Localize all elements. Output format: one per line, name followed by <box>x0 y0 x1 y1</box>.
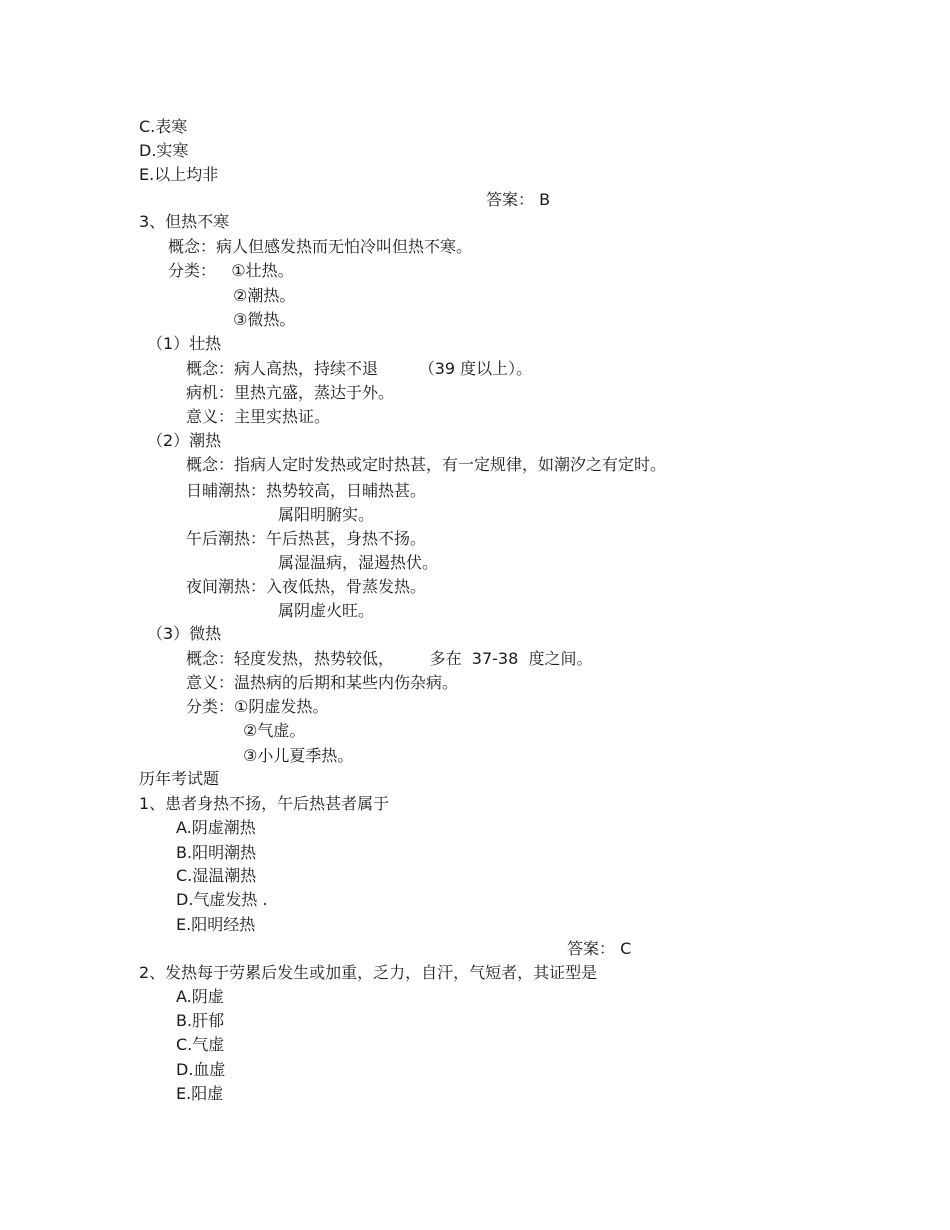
q1-option-b: B.阳明潮热 <box>176 843 257 862</box>
q2-option-b: B.肝郁 <box>176 1011 225 1030</box>
past-exam-heading: 历年考试题 <box>139 769 220 788</box>
answer-1: 答案： B <box>486 190 551 209</box>
definition-line: 概念：病人但感发热而无怕冷叫但热不寒。 <box>168 237 473 256</box>
q1-option-c: C.湿温潮热 <box>176 866 257 885</box>
subsection-heading-chaore: （2）潮热 <box>147 431 222 450</box>
yejian-chaore: 夜间潮热：入夜低热，骨蒸发热。 <box>186 577 427 596</box>
ribu-chaore-attribution: 属阳明腑实。 <box>278 505 375 524</box>
q2-option-c: C.气虚 <box>176 1035 225 1054</box>
option-c-biaohan: C.表寒 <box>139 117 188 136</box>
q2-option-a: A.阴虚 <box>176 987 224 1006</box>
option-e-none: E.以上均非 <box>139 165 219 184</box>
option-d-shihan: D.实寒 <box>139 141 189 160</box>
weire-significance: 意义：温热病的后期和某些内伤杂病。 <box>186 673 459 692</box>
chaore-definition: 概念：指病人定时发热或定时热甚，有一定规律，如潮汐之有定时。 <box>186 455 667 474</box>
classification-item-2: ②潮热。 <box>233 286 296 305</box>
q2-option-d: D.血虚 <box>176 1060 226 1079</box>
classification-item-3: ③微热。 <box>233 310 296 329</box>
subsection-heading-weire: （3）微热 <box>147 624 222 643</box>
zhuangre-definition: 概念：病人高热，持续不退 （39 度以上）。 <box>186 359 533 378</box>
wuhou-chaore: 午后潮热：午后热甚，身热不扬。 <box>186 529 427 548</box>
ribu-chaore: 日晡潮热：热势较高，日晡热甚。 <box>186 481 427 500</box>
zhuangre-pathogenesis: 病机：里热亢盛，蒸达于外。 <box>186 383 395 402</box>
q2-option-e: E.阳虚 <box>176 1084 224 1103</box>
q1-option-d: D.气虚发热 . <box>176 890 268 909</box>
weire-classification-item-2: ②气虚。 <box>243 721 306 740</box>
weire-classification-item-3: ③小儿夏季热。 <box>243 746 354 765</box>
answer-2: 答案： C <box>567 939 632 958</box>
q1-option-e: E.阳明经热 <box>176 915 256 934</box>
question-1: 1、患者身热不扬，午后热甚者属于 <box>139 794 390 813</box>
yejian-chaore-attribution: 属阴虚火旺。 <box>278 601 375 620</box>
classification-line: 分类： ①壮热。 <box>168 261 294 280</box>
weire-definition: 概念：轻度发热，热势较低， 多在 37-38 度之间。 <box>186 649 593 668</box>
question-2: 2、发热每于劳累后发生或加重，乏力，自汗，气短者，其证型是 <box>139 963 598 982</box>
zhuangre-significance: 意义：主里实热证。 <box>186 407 331 426</box>
q1-option-a: A.阴虚潮热 <box>176 818 256 837</box>
wuhou-chaore-attribution: 属湿温病，湿遏热伏。 <box>278 553 439 572</box>
section-heading-danrebuhan: 3、但热不寒 <box>139 212 230 231</box>
weire-classification: 分类：①阴虚发热。 <box>186 697 329 716</box>
subsection-heading-zhuangre: （1）壮热 <box>147 334 222 353</box>
